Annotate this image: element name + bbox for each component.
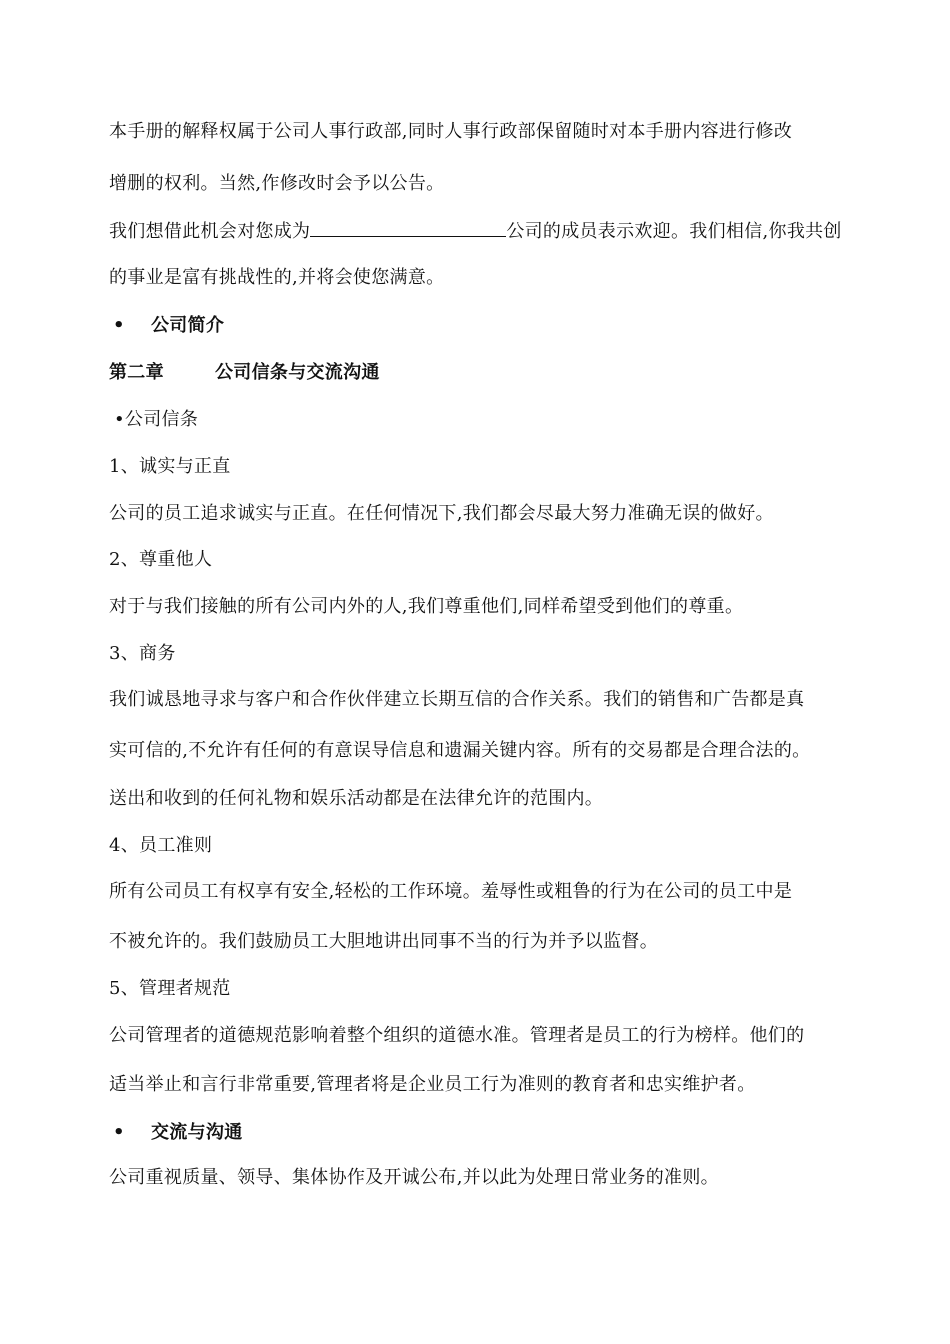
paragraph-line: 公司重视质量、领导、集体协作及开诚公布,并以此为处理日常业务的准则。 — [109, 1167, 719, 1188]
section-title: 公司简介 — [151, 315, 225, 336]
creed-item-text: 送出和收到的任何礼物和娱乐活动都是在法律允许的范围内。 — [109, 788, 604, 809]
bullet-icon: • — [113, 315, 125, 336]
welcome-text-before: 我们想借此机会对您成为 — [109, 221, 311, 242]
paragraph-line: 增删的权利。当然,作修改时会予以公告。 — [109, 173, 445, 194]
creed-item-title: 2、尊重他人 — [109, 549, 213, 570]
chapter-number: 第二章 — [109, 362, 164, 383]
welcome-text-after: 公司的成员表示欢迎。我们相信,你我共创 — [506, 221, 842, 242]
creed-item-text: 不被允许的。我们鼓励员工大胆地讲出同事不当的行为并予以监督。 — [109, 931, 658, 952]
section-heading-company-intro — [113, 314, 224, 338]
creed-item-title: 3、商务 — [109, 643, 176, 664]
creed-item-text: 实可信的,不允许有任何的有意误导信息和遗漏关键内容。所有的交易都是合理合法的。 — [109, 740, 811, 761]
bullet-icon: • — [113, 1122, 125, 1143]
creed-item-text: 我们诚恳地寻求与客户和合作伙伴建立长期互信的合作关系。我们的销售和广告都是真 — [109, 689, 805, 710]
creed-item-title: 5、管理者规范 — [109, 978, 231, 999]
welcome-paragraph-line — [109, 218, 842, 244]
paragraph-line: 本手册的解释权属于公司人事行政部,同时人事行政部保留随时对本手册内容进行修改 — [109, 121, 793, 142]
creed-item-text: 所有公司员工有权享有安全,轻松的工作环境。羞辱性或粗鲁的行为在公司的员工中是 — [109, 881, 793, 902]
chapter-title: 公司信条与交流沟通 — [215, 362, 380, 383]
creed-item-text: 公司的员工追求诚实与正直。在任何情况下,我们都会尽最大努力准确无误的做好。 — [109, 503, 774, 524]
section-heading-communication — [113, 1121, 243, 1145]
creed-heading: •公司信条 — [114, 409, 199, 430]
creed-item-text: 公司管理者的道德规范影响着整个组织的道德水准。管理者是员工的行为榜样。他们的 — [109, 1025, 805, 1046]
company-name-blank — [310, 218, 506, 237]
creed-item-title: 4、员工准则 — [109, 835, 213, 856]
creed-item-text: 对于与我们接触的所有公司内外的人,我们尊重他们,同样希望受到他们的尊重。 — [109, 596, 744, 617]
creed-item-title: 1、诚实与正直 — [109, 456, 231, 477]
creed-item-text: 适当举止和言行非常重要,管理者将是企业员工行为准则的教育者和忠实维护者。 — [109, 1074, 756, 1095]
paragraph-line: 的事业是富有挑战性的,并将会使您满意。 — [109, 267, 445, 288]
section-title: 交流与沟通 — [151, 1122, 243, 1143]
chapter-heading — [109, 361, 380, 385]
